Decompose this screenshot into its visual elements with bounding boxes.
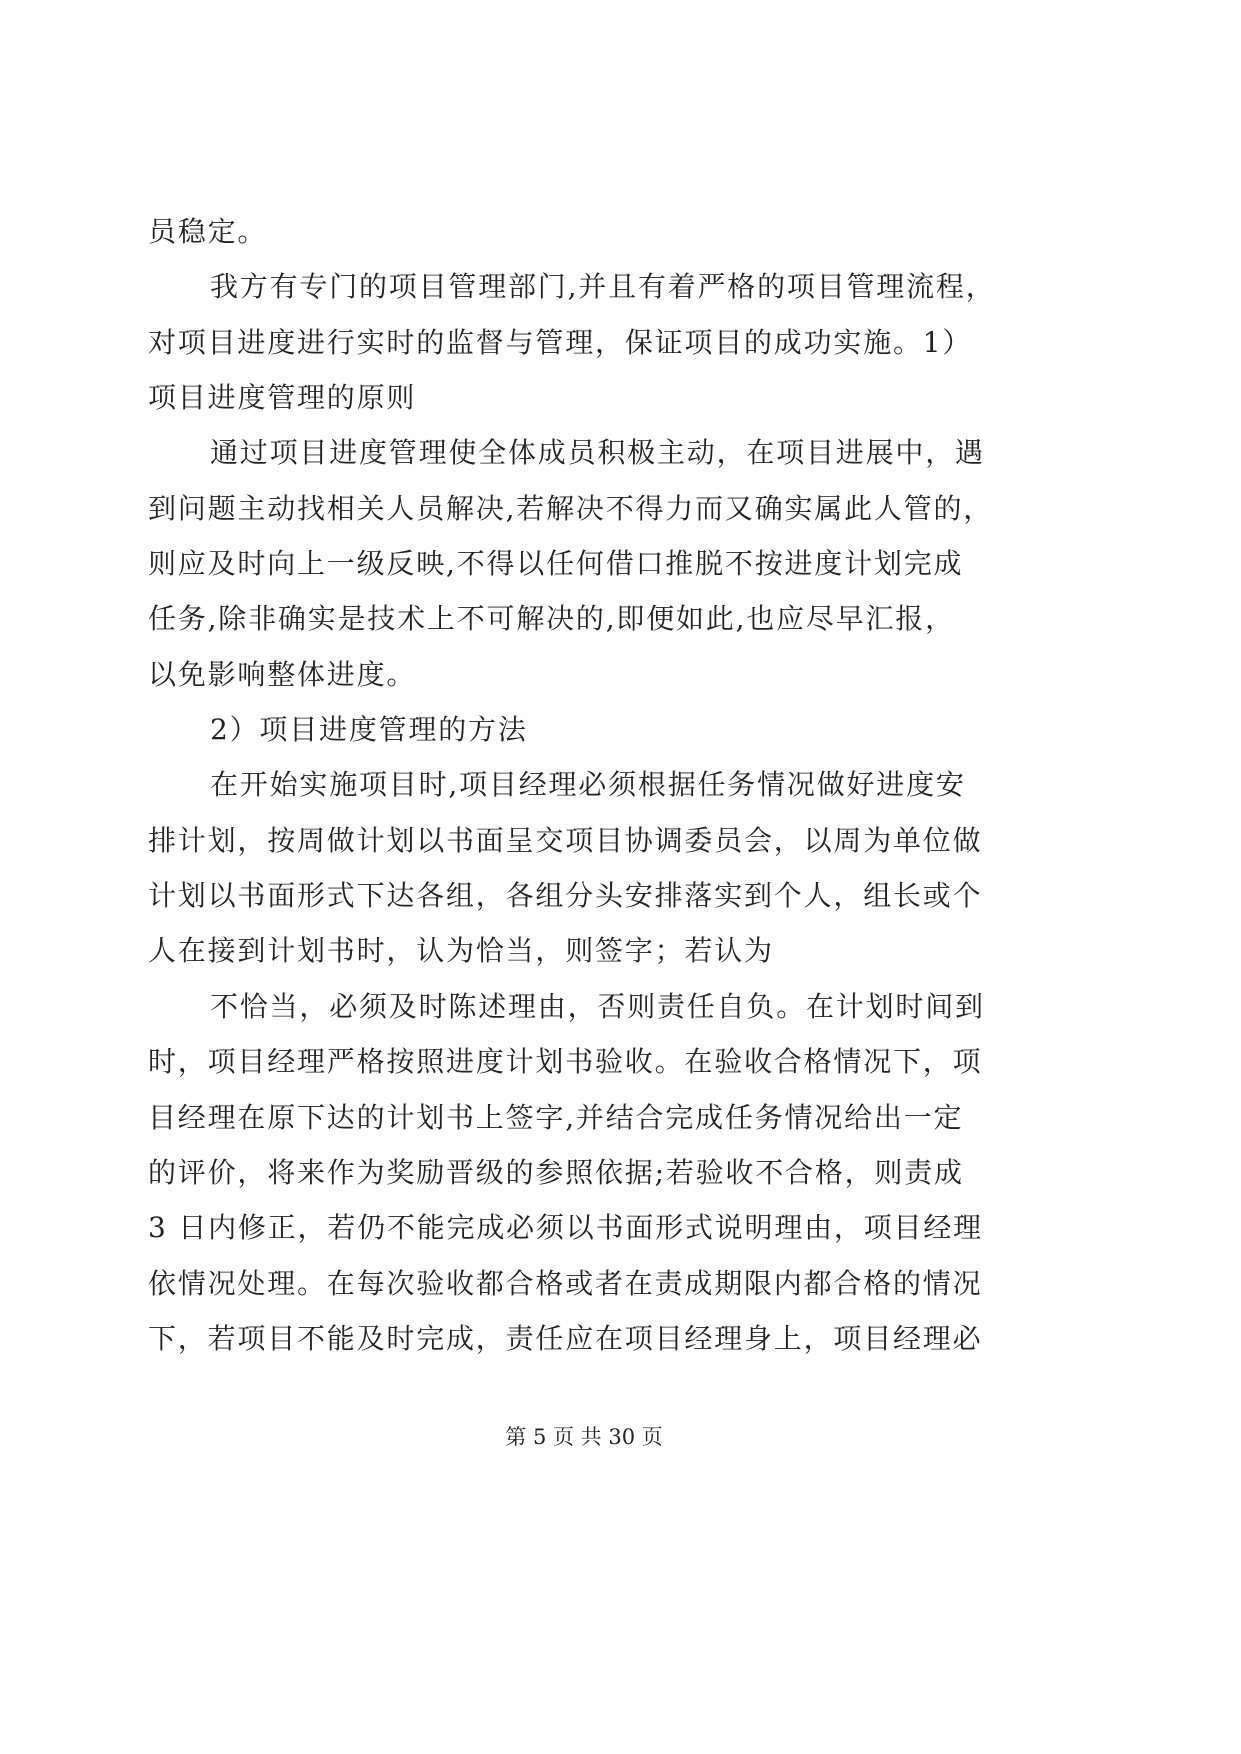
text-line: 的评价，将来作为奖励晋级的参照依据;若验收不合格，则责成 — [148, 1155, 964, 1189]
text-line: 2）项目进度管理的方法 — [210, 713, 528, 747]
paragraph — [148, 425, 1048, 702]
paragraph — [148, 979, 1048, 1366]
text-line: 到问题主动找相关人员解决,若解决不得力而又确实属此人管的， — [148, 491, 994, 525]
text-line: 计划以书面形式下达各组，各组分头安排落实到个人，组长或个 — [148, 879, 983, 913]
text-line: 通过项目进度管理使全体成员积极主动，在项目进展中，遇 — [210, 436, 985, 470]
text-line: 时，项目经理严格按照进度计划书验收。在验收合格情况下，项 — [148, 1045, 983, 1079]
text-line: 下，若项目不能及时完成，责任应在项目经理身上，项目经理必 — [148, 1321, 983, 1355]
paragraph — [148, 204, 1048, 259]
paragraph — [148, 757, 1048, 978]
text-line: 以免影响整体进度。 — [148, 657, 417, 691]
text-line: 任务,除非确实是技术上不可解决的,即便如此,也应尽早汇报， — [148, 602, 955, 636]
text-line: 依情况处理。在每次验收都合格或者在责成期限内都合格的情况 — [148, 1266, 983, 1300]
paragraph — [148, 259, 1048, 425]
text-line: 人在接到计划书时，认为恰当，则签字；若认为 — [148, 934, 774, 968]
text-line: 不恰当，必须及时陈述理由，否则责任自负。在计划时间到 — [210, 989, 985, 1023]
document-body — [148, 204, 1048, 1366]
text-line: 对项目进度进行实时的监督与管理，保证项目的成功实施。1） — [148, 325, 973, 359]
page-footer: 第 5 页 共 30 页 — [505, 1425, 663, 1449]
text-line: 项目进度管理的原则 — [148, 381, 417, 415]
text-line: 在开始实施项目时,项目经理必须根据任务情况做好进度安 — [210, 768, 966, 802]
text-line: 3 日内修正，若仍不能完成必须以书面形式说明理由，项目经理 — [148, 1211, 983, 1245]
text-line: 则应及时向上一级反映,不得以任何借口推脱不按进度计划完成 — [148, 547, 964, 581]
text-line: 我方有专门的项目管理部门,并且有着严格的项目管理流程， — [210, 270, 996, 304]
text-line: 排计划，按周做计划以书面呈交项目协调委员会，以周为单位做 — [148, 823, 983, 857]
section-heading — [148, 702, 1048, 757]
text-line: 员稳定。 — [148, 215, 268, 248]
text-line: 目经理在原下达的计划书上签字,并结合完成任务情况给出一定 — [148, 1100, 964, 1134]
